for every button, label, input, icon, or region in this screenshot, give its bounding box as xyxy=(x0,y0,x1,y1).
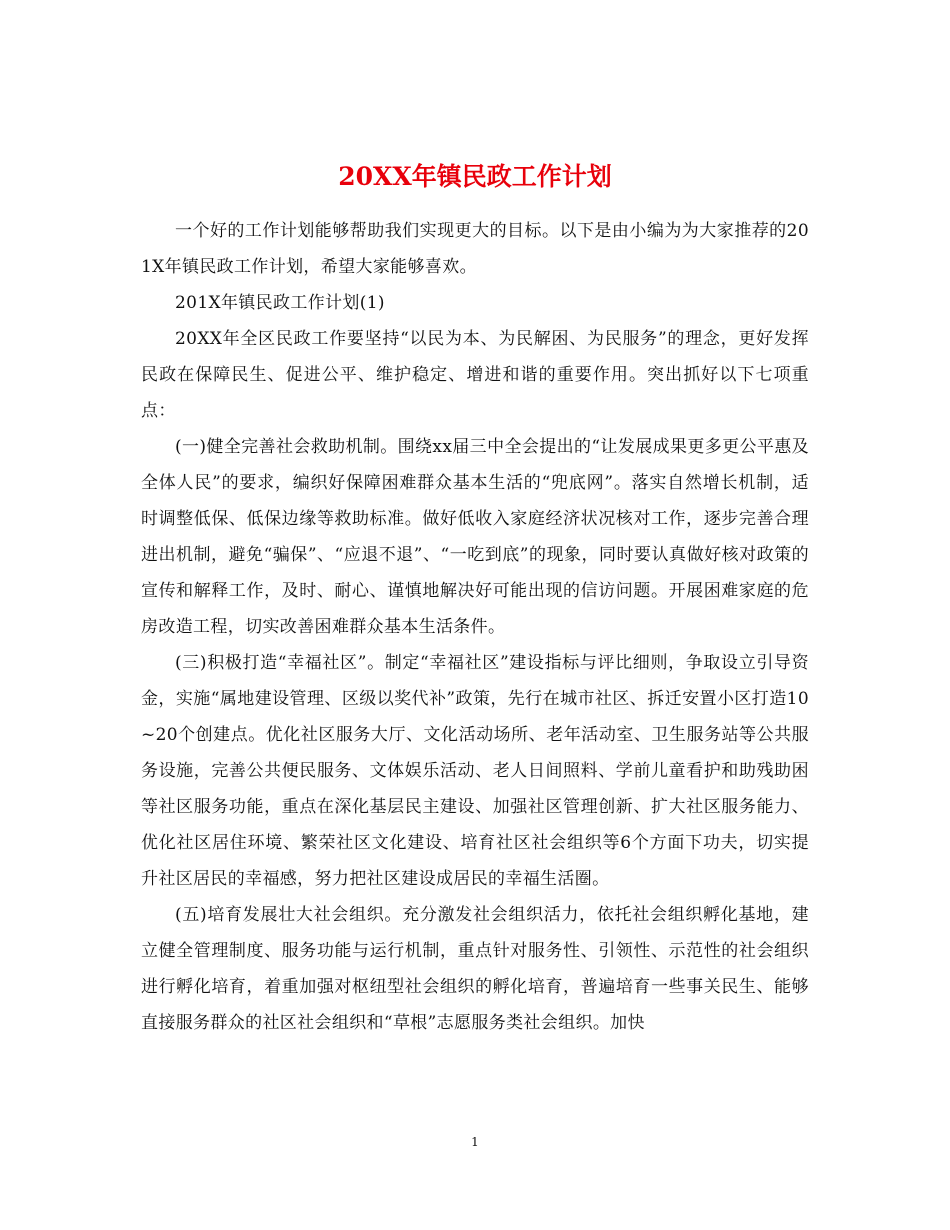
item-one-paragraph: (一)健全完善社会救助机制。围绕xx届三中全会提出的“让发展成果更多更公平惠及全体人民”的要求，编织好保障困难群众基本生活的“兜底网”。落实自然增长机制，适时调整低保、低保边缘等救助标准。做好低收入家庭经济状况核对工作，逐步完善合理进出机制，避免“骗保”、“应退不退”、“一吃到底”的现象，同时要认真做好核对政策的宣传和解释工作，及时、耐心、谨慎地解决好可能出现的信访问题。开展困难家庭的危房改造工程，切实改善困难群众基本生活条件。 xyxy=(141,437,809,637)
item-three-paragraph: (三)积极打造“幸福社区”。制定“幸福社区”建设指标与评比细则，争取设立引导资金，实施“属地建设管理、区级以奖代补”政策，先行在城市社区、拆迁安置小区打造10~20个创建点。优化社区服务大厅、文化活动场所、老年活动室、卫生服务站等公共服务设施，完善公共便民服务、文体娱乐活动、老人日间照料、学前儿童看护和助残助困等社区服务功能，重点在深化基层民主建设、加强社区管理创新、扩大社区服务能力、优化社区居住环境、繁荣社区文化建设、培育社区社会组织等6个方面下功夫，切实提升社区居民的幸福感，努力把社区建设成居民的幸福生活圈。 xyxy=(141,653,809,889)
document-title: 20XX年镇民政工作计划 xyxy=(338,161,612,191)
document-body xyxy=(141,213,809,1041)
overview-paragraph: 20XX年全区民政工作要坚持“以民为本、为民解困、为民服务”的理念，更好发挥民政在保障民生、促进公平、维护稳定、增进和谐的重要作用。突出抓好以下七项重点： xyxy=(141,329,809,421)
section-heading: 201X年镇民政工作计划(1) xyxy=(175,293,385,313)
page-number: 1 xyxy=(471,1135,479,1149)
intro-paragraph: 一个好的工作计划能够帮助我们实现更大的目标。以下是由小编为为大家推荐的201X年镇民政工作计划，希望大家能够喜欢。 xyxy=(141,221,809,277)
item-five-paragraph: (五)培育发展壮大社会组织。充分激发社会组织活力，依托社会组织孵化基地，建立健全管理制度、服务功能与运行机制，重点针对服务性、引领性、示范性的社会组织进行孵化培育，着重加强对枢纽型社会组织的孵化培育，普遍培育一些事关民生、能够直接服务群众的社区社会组织和“草根”志愿服务类社会组织。加快 xyxy=(141,905,809,1033)
